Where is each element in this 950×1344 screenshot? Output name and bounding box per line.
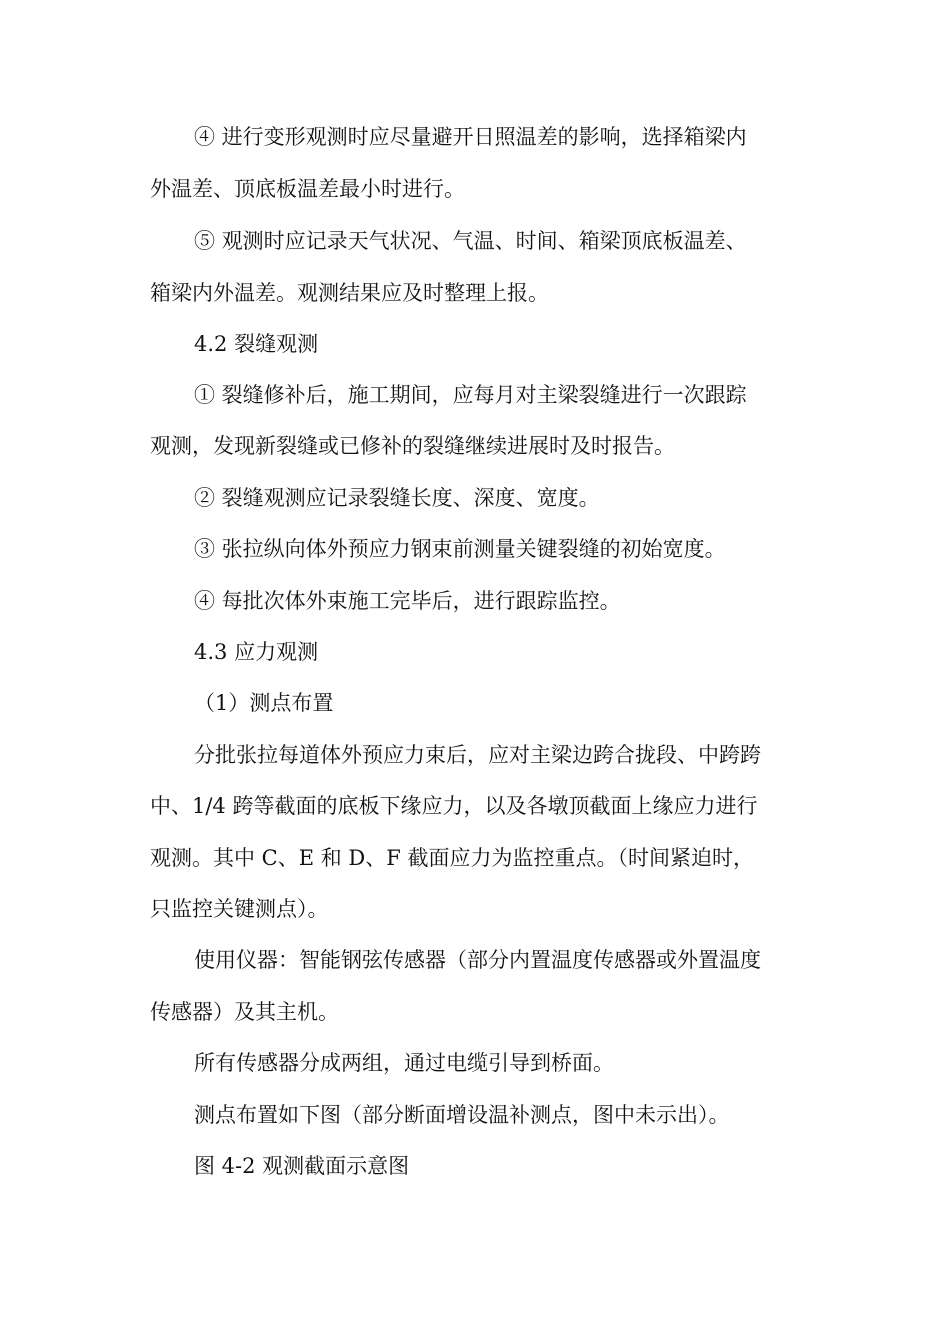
paragraph-line: 中、1/4 跨等截面的底板下缘应力，以及各墩顶截面上缘应力进行 <box>150 794 758 818</box>
subsection-heading: （1）测点布置 <box>194 691 334 715</box>
paragraph-line: 使用仪器：智能钢弦传感器（部分内置温度传感器或外置温度 <box>194 948 761 972</box>
paragraph-line: ② 裂缝观测应记录裂缝长度、深度、宽度。 <box>194 486 600 510</box>
figure-caption: 图 4-2 观测截面示意图 <box>194 1154 410 1178</box>
paragraph-line: ④ 进行变形观测时应尽量避开日照温差的影响，选择箱梁内 <box>194 125 747 149</box>
paragraph-line: 箱梁内外温差。观测结果应及时整理上报。 <box>150 281 549 305</box>
section-heading: 4.2 裂缝观测 <box>194 332 319 356</box>
paragraph-line: 分批张拉每道体外预应力束后，应对主梁边跨合拢段、中跨跨 <box>194 743 761 767</box>
paragraph-line: 测点布置如下图（部分断面增设温补测点，图中未示出）。 <box>194 1103 730 1127</box>
paragraph-line: 观测。其中 C、E 和 D、F 截面应力为监控重点。（时间紧迫时， <box>150 846 755 870</box>
paragraph-line: 传感器）及其主机。 <box>150 1000 339 1024</box>
paragraph-line: ① 裂缝修补后，施工期间，应每月对主梁裂缝进行一次跟踪 <box>194 383 747 407</box>
paragraph-line: 只监控关键测点）。 <box>150 897 329 921</box>
paragraph-line: ③ 张拉纵向体外预应力钢束前测量关键裂缝的初始宽度。 <box>194 537 726 561</box>
paragraph-line: 外温差、顶底板温差最小时进行。 <box>150 177 465 201</box>
section-heading: 4.3 应力观测 <box>194 640 319 664</box>
paragraph-line: 观测，发现新裂缝或已修补的裂缝继续进展时及时报告。 <box>150 434 675 458</box>
paragraph-line: 所有传感器分成两组，通过电缆引导到桥面。 <box>194 1051 614 1075</box>
paragraph-line: ④ 每批次体外束施工完毕后，进行跟踪监控。 <box>194 589 621 613</box>
paragraph-line: ⑤ 观测时应记录天气状况、气温、时间、箱梁顶底板温差、 <box>194 229 747 253</box>
